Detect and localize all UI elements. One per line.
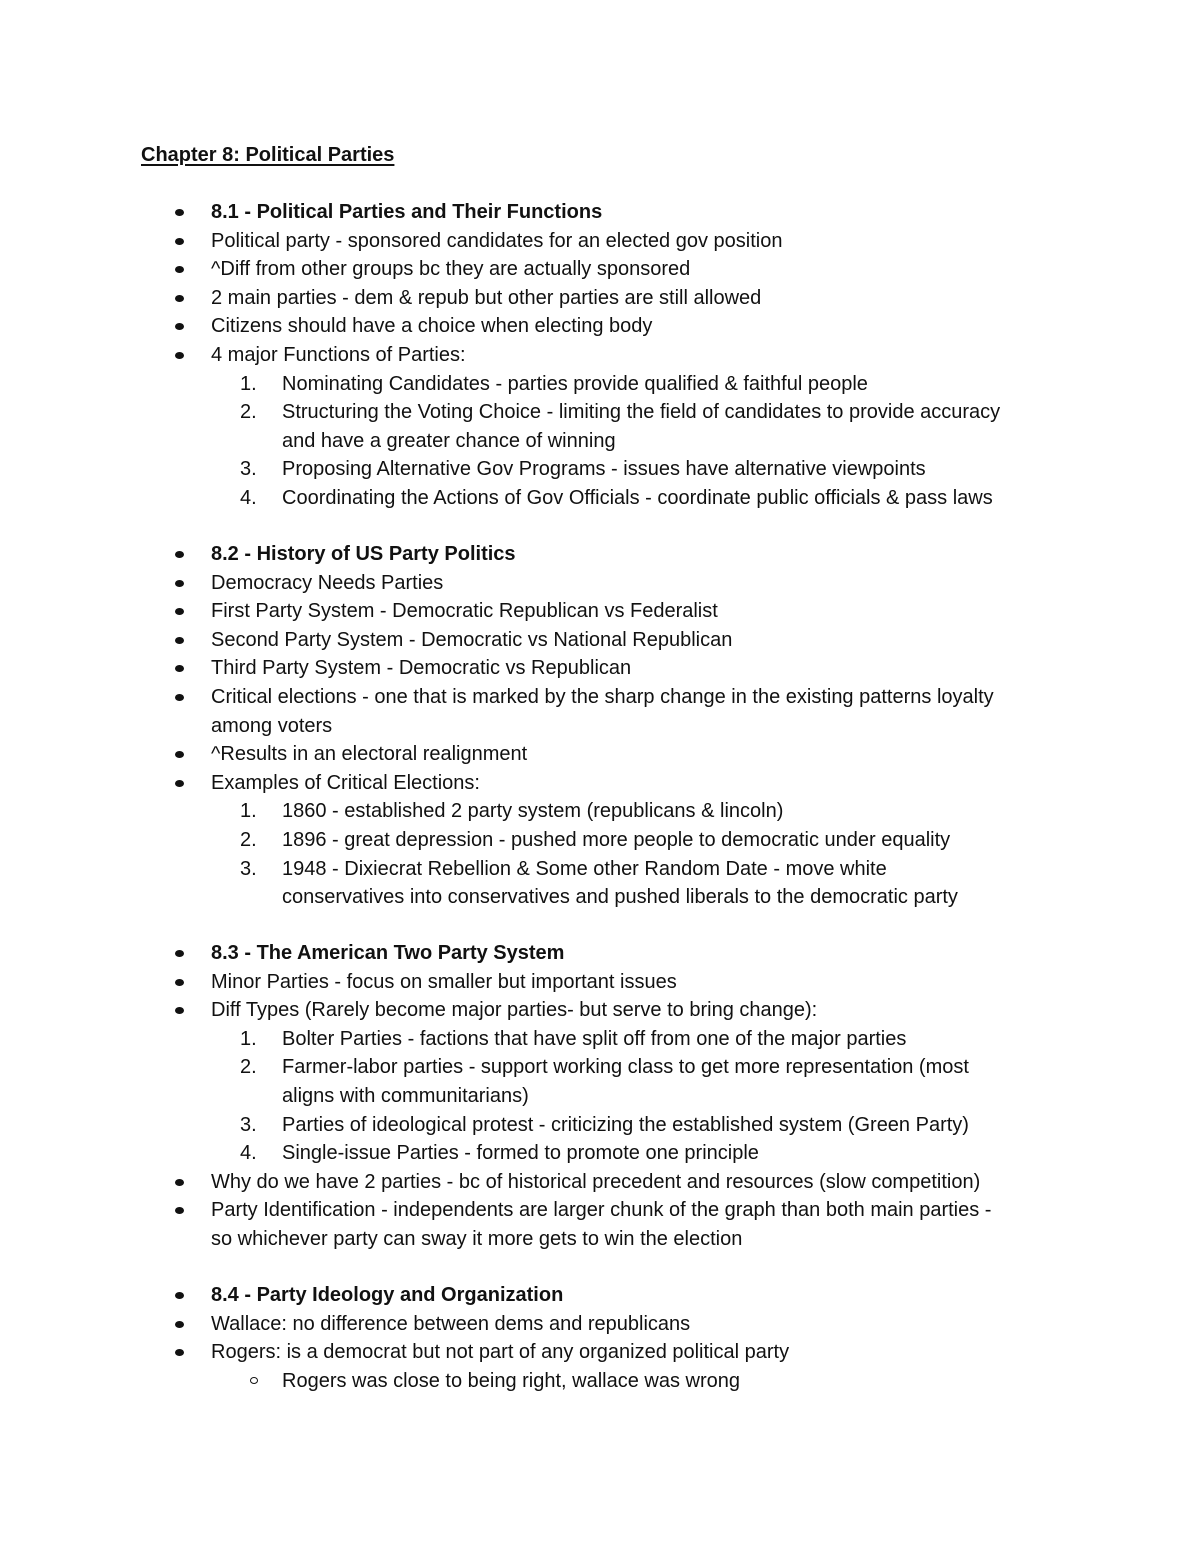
list-item [0, 769, 1200, 798]
item-number: 3. [240, 857, 257, 880]
numbered-item-text: 1860 - established 2 party system (republicans & lincoln) [282, 800, 784, 823]
list-item-text: Citizens should have a choice when electing body [211, 315, 653, 338]
list-item [0, 227, 1200, 256]
list-item-text: 2 main parties - dem & repub but other parties are still allowed [211, 286, 762, 309]
numbered-item [0, 1025, 1200, 1054]
bullet-icon [175, 323, 184, 330]
list-item [0, 1168, 1200, 1197]
list-item-text: Diff Types (Rarely become major parties- but serve to bring change): [211, 999, 818, 1022]
section-2 [0, 540, 1200, 912]
list-item-text: Third Party System - Democratic vs Republican [211, 657, 632, 680]
item-number: 4. [240, 1142, 257, 1165]
list-item [0, 683, 1200, 712]
list-item-text: 4 major Functions of Parties: [211, 343, 466, 366]
bullet-icon [175, 1179, 184, 1186]
numbered-item-continuation [0, 883, 1200, 912]
list-item [0, 284, 1200, 313]
bullet-icon [175, 352, 184, 359]
hollow-bullet-icon [250, 1377, 258, 1384]
numbered-item-text: and have a greater chance of winning [282, 429, 616, 452]
list-item [0, 569, 1200, 598]
list-item-text: Party Identification - independents are larger chunk of the graph than both main parties - [211, 1199, 992, 1222]
section-heading-text: 8.3 - The American Two Party System [211, 942, 565, 964]
numbered-item-text: Bolter Parties - factions that have split off from one of the major parties [282, 1027, 907, 1050]
list-item [0, 996, 1200, 1025]
list-item-text: Examples of Critical Elections: [211, 771, 480, 794]
section-heading-text: 8.4 - Party Ideology and Organization [211, 1284, 564, 1306]
list-item-text: Why do we have 2 parties - bc of historical precedent and resources (slow competition) [211, 1170, 981, 1193]
numbered-item [0, 1111, 1200, 1140]
list-item-text: Rogers: is a democrat but not part of any organized political party [211, 1341, 790, 1364]
section-heading [0, 540, 1200, 569]
bullet-icon [175, 1292, 184, 1299]
bullet-icon [175, 950, 184, 957]
numbered-item-text: Farmer-labor parties - support working class to get more representation (most [282, 1056, 969, 1079]
bullet-icon [175, 608, 184, 615]
numbered-item-text: aligns with communitarians) [282, 1084, 529, 1107]
list-item [0, 597, 1200, 626]
bullet-icon [175, 1007, 184, 1014]
list-item-text: among voters [211, 714, 333, 737]
list-item-text: Critical elections - one that is marked by the sharp change in the existing patterns loyalty [211, 685, 994, 708]
numbered-item-text: 1948 - Dixiecrat Rebellion & Some other Random Date - move white [282, 857, 887, 880]
list-item [0, 1310, 1200, 1339]
numbered-item-text: Coordinating the Actions of Gov Officials - coordinate public officials & pass laws [282, 486, 993, 509]
numbered-item-text: conservatives into conservatives and pushed liberals to the democratic party [282, 886, 958, 909]
list-item-text: First Party System - Democratic Republican vs Federalist [211, 600, 718, 623]
bullet-icon [175, 751, 184, 758]
item-number: 1. [240, 1027, 257, 1050]
item-number: 2. [240, 1056, 257, 1079]
numbered-item [0, 484, 1200, 513]
numbered-item-text: Nominating Candidates - parties provide qualified & faithful people [282, 372, 868, 395]
list-item-text: Wallace: no difference between dems and republicans [211, 1312, 691, 1335]
numbered-item [0, 455, 1200, 484]
bullet-icon [175, 295, 184, 302]
section-3 [0, 939, 1200, 1254]
item-number: 4. [240, 486, 257, 509]
section-1 [0, 198, 1200, 513]
numbered-item [0, 797, 1200, 826]
item-number: 3. [240, 458, 257, 481]
list-item-text: so whichever party can sway it more gets to win the election [211, 1227, 743, 1250]
list-item-continuation [0, 712, 1200, 741]
item-number: 3. [240, 1113, 257, 1136]
section-heading [0, 198, 1200, 227]
list-item [0, 1196, 1200, 1225]
sub-bullet-text: Rogers was close to being right, wallace was wrong [282, 1369, 740, 1392]
section-heading [0, 939, 1200, 968]
item-number: 2. [240, 401, 257, 424]
numbered-item [0, 370, 1200, 399]
sub-bullet-item [0, 1367, 1200, 1396]
list-item-text: ^Results in an electoral realignment [211, 743, 528, 766]
item-number: 1. [240, 372, 257, 395]
bullet-icon [175, 1207, 184, 1214]
section-heading-text: 8.1 - Political Parties and Their Functions [211, 201, 603, 223]
list-item [0, 312, 1200, 341]
bullet-icon [175, 637, 184, 644]
bullet-icon [175, 266, 184, 273]
bullet-icon [175, 209, 184, 216]
list-item [0, 255, 1200, 284]
bullet-icon [175, 1349, 184, 1356]
numbered-item [0, 1139, 1200, 1168]
list-item [0, 968, 1200, 997]
bullet-icon [175, 238, 184, 245]
list-item [0, 1338, 1200, 1367]
numbered-item-continuation [0, 427, 1200, 456]
list-item [0, 626, 1200, 655]
numbered-item-text: Single-issue Parties - formed to promote one principle [282, 1142, 759, 1165]
section-heading-text: 8.2 - History of US Party Politics [211, 543, 516, 565]
list-item-text: Minor Parties - focus on smaller but important issues [211, 970, 677, 993]
bullet-icon [175, 1321, 184, 1328]
bullet-icon [175, 580, 184, 587]
numbered-item-text: Proposing Alternative Gov Programs - issues have alternative viewpoints [282, 458, 926, 481]
list-item-text: Second Party System - Democratic vs National Republican [211, 628, 733, 651]
bullet-icon [175, 979, 184, 986]
numbered-item [0, 826, 1200, 855]
item-number: 2. [240, 828, 257, 851]
list-item-continuation [0, 1225, 1200, 1254]
page-title: Chapter 8: Political Parties [141, 144, 395, 166]
list-item [0, 654, 1200, 683]
numbered-item-text: Parties of ideological protest - criticizing the established system (Green Party) [282, 1113, 969, 1136]
list-item [0, 341, 1200, 370]
bullet-icon [175, 551, 184, 558]
bullet-icon [175, 780, 184, 787]
numbered-item-continuation [0, 1082, 1200, 1111]
list-item-text: ^Diff from other groups bc they are actually sponsored [211, 258, 691, 281]
section-4 [0, 1281, 1200, 1395]
numbered-item [0, 1053, 1200, 1082]
list-item-text: Democracy Needs Parties [211, 571, 444, 594]
bullet-icon [175, 694, 184, 701]
numbered-item-text: Structuring the Voting Choice - limiting the field of candidates to provide accuracy [282, 401, 1001, 424]
numbered-item-text: 1896 - great depression - pushed more people to democratic under equality [282, 828, 951, 851]
item-number: 1. [240, 800, 257, 823]
section-heading [0, 1281, 1200, 1310]
list-item [0, 740, 1200, 769]
list-item-text: Political party - sponsored candidates for an elected gov position [211, 229, 783, 252]
numbered-item [0, 398, 1200, 427]
bullet-icon [175, 665, 184, 672]
numbered-item [0, 855, 1200, 884]
